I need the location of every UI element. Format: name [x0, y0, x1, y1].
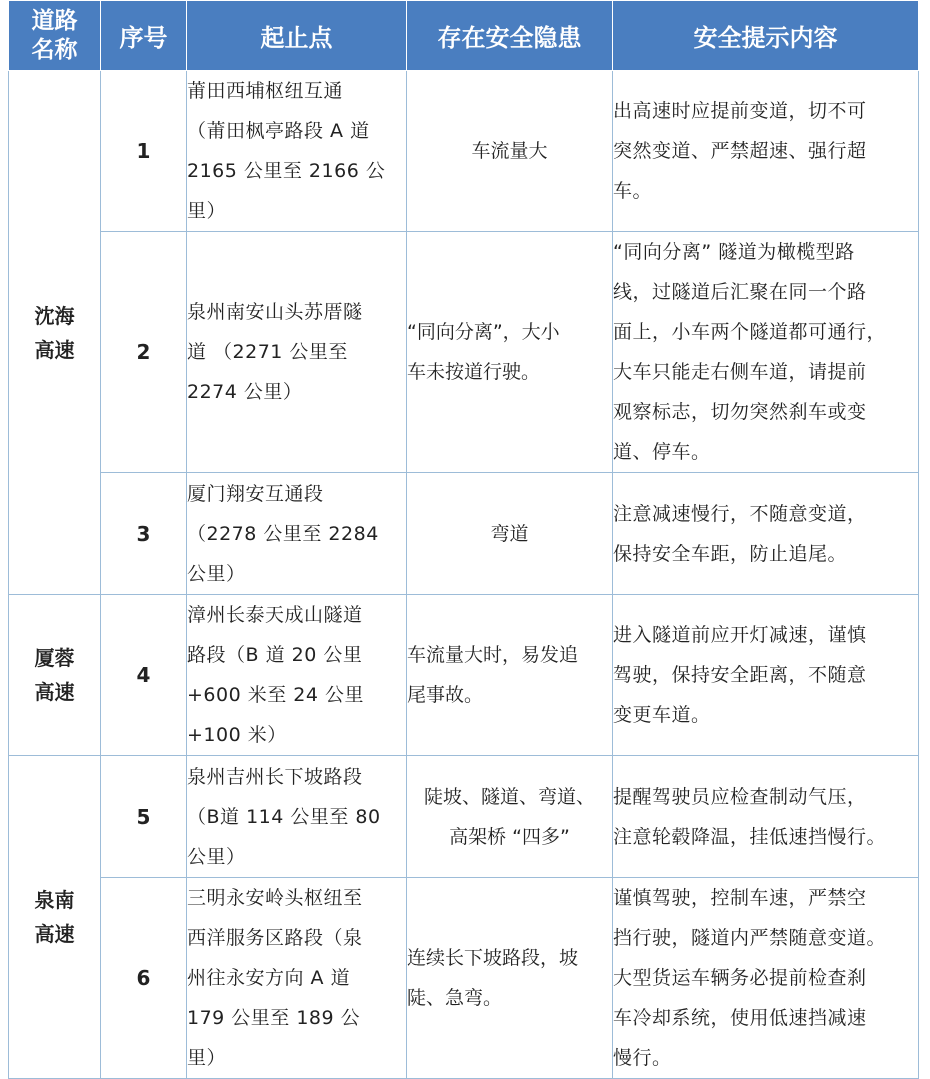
- road-name-cell: [9, 756, 101, 1079]
- tip-line: 挡行驶，隧道内严禁随意变道。: [613, 927, 887, 949]
- route-line: 公里）: [187, 562, 246, 585]
- tip-line: 注意减速慢行，不随意变道，: [613, 502, 867, 525]
- route-line: 道 （2271 公里至: [187, 341, 348, 363]
- road-name-cell: [9, 71, 101, 595]
- hazard-line: 尾事故。: [407, 684, 484, 706]
- route-line: 三明永安岭头枢纽至: [187, 887, 363, 909]
- tip-line: “同向分离” 隧道为橄榄型路: [613, 241, 855, 263]
- header-route: 起止点: [187, 1, 407, 71]
- safety-table: [8, 0, 919, 1079]
- tip-line: 面上，小车两个隧道都可通行，: [613, 321, 887, 343]
- route-line: （2278 公里至 2284: [187, 522, 379, 545]
- table-row: [9, 756, 919, 878]
- hazard-line: 弯道: [490, 522, 529, 545]
- tip-cell: [613, 473, 919, 595]
- row-number: 4: [101, 595, 187, 756]
- table-row: [9, 595, 919, 756]
- route-line: 路段（B 道 20 公里: [187, 644, 363, 666]
- hazard-line: 陡坡、隧道、弯道、: [423, 785, 595, 808]
- route-line: 泉州吉州长下坡路段: [187, 765, 363, 788]
- table-row: [9, 473, 919, 595]
- header-road-name: [9, 1, 101, 71]
- table-row: [9, 232, 919, 473]
- tip-line: 注意轮毂降温，挂低速挡慢行。: [613, 825, 887, 848]
- header-road-line2: 名称: [31, 36, 78, 63]
- road-name-line: 高速: [34, 680, 75, 704]
- header-tip: 安全提示内容: [613, 1, 919, 71]
- tip-line: 大车只能走右侧车道，请提前: [613, 361, 867, 383]
- route-line: +600 米至 24 公里: [187, 684, 364, 706]
- tip-line: 进入隧道前应开灯减速，谨慎: [613, 624, 867, 646]
- hazard-cell: [407, 71, 613, 232]
- tip-line: 观察标志，切勿突然刹车或变: [613, 401, 867, 423]
- row-number: 1: [101, 71, 187, 232]
- route-line: 里）: [187, 1047, 227, 1069]
- hazard-line: 车未按道行驶。: [407, 361, 541, 383]
- route-line: 厦门翔安互通段: [187, 482, 324, 505]
- hazard-line: “同向分离”，大小: [407, 321, 560, 343]
- hazard-cell: [407, 878, 613, 1079]
- route-cell: [187, 595, 407, 756]
- route-line: 莆田西埔枢纽互通: [187, 80, 344, 102]
- route-line: 2274 公里）: [187, 381, 303, 403]
- header-seq: 序号: [101, 1, 187, 71]
- tip-cell: [613, 71, 919, 232]
- table-row: [9, 878, 919, 1079]
- route-cell: [187, 473, 407, 595]
- route-cell: [187, 232, 407, 473]
- tip-line: 保持安全车距，防止追尾。: [613, 542, 848, 565]
- tip-line: 突然变道、严禁超速、强行超: [613, 140, 867, 162]
- route-line: 州往永安方向 A 道: [187, 967, 351, 989]
- tip-line: 谨慎驾驶，控制车速，严禁空: [613, 887, 867, 909]
- hazard-line: 车流量大: [471, 140, 548, 162]
- header-road-line1: 道路: [31, 7, 78, 34]
- tip-line: 车。: [613, 180, 653, 202]
- tip-cell: [613, 232, 919, 473]
- route-line: 2165 公里至 2166 公: [187, 160, 386, 182]
- tip-line: 变更车道。: [613, 704, 711, 726]
- road-name-line: 高速: [34, 337, 75, 362]
- road-name-line: 高速: [34, 922, 75, 946]
- row-number: 5: [101, 756, 187, 878]
- tip-cell: [613, 756, 919, 878]
- route-cell: [187, 71, 407, 232]
- route-line: 西洋服务区路段（泉: [187, 927, 363, 949]
- header-hazard: 存在安全隐患: [407, 1, 613, 71]
- hazard-cell: [407, 595, 613, 756]
- hazard-line: 车流量大时，易发追: [407, 644, 579, 666]
- row-number: 6: [101, 878, 187, 1079]
- tip-cell: [613, 878, 919, 1079]
- road-name-cell: [9, 595, 101, 756]
- header-row: [9, 1, 919, 71]
- table-row: [9, 71, 919, 232]
- hazard-cell: [407, 473, 613, 595]
- route-line: +100 米）: [187, 724, 287, 746]
- hazard-line: 连续长下坡路段，坡: [407, 947, 579, 969]
- tip-line: 提醒驾驶员应检查制动气压，: [613, 785, 867, 808]
- tip-line: 驾驶，保持安全距离，不随意: [613, 664, 867, 686]
- tip-line: 车冷却系统，使用低速挡减速: [613, 1007, 867, 1029]
- route-line: 里）: [187, 200, 227, 222]
- hazard-cell: [407, 756, 613, 878]
- route-line: 公里）: [187, 845, 246, 868]
- route-cell: [187, 878, 407, 1079]
- route-line: 漳州长泰天成山隧道: [187, 604, 363, 626]
- road-name-line: 厦蓉: [34, 646, 75, 670]
- hazard-line: 陡、急弯。: [407, 987, 503, 1009]
- route-line: （B道 114 公里至 80: [187, 805, 381, 828]
- route-cell: [187, 756, 407, 878]
- tip-line: 线，过隧道后汇聚在同一个路: [613, 281, 867, 303]
- hazard-line: 高架桥 “四多”: [449, 825, 570, 848]
- tip-line: 出高速时应提前变道，切不可: [613, 100, 867, 122]
- road-name-line: 沈海: [34, 303, 75, 328]
- tip-cell: [613, 595, 919, 756]
- route-line: （莆田枫亭路段 A 道: [187, 120, 370, 142]
- row-number: 3: [101, 473, 187, 595]
- tip-line: 慢行。: [613, 1047, 672, 1069]
- row-number: 2: [101, 232, 187, 473]
- route-line: 泉州南安山头苏厝隧: [187, 301, 363, 323]
- route-line: 179 公里至 189 公: [187, 1007, 361, 1029]
- tip-line: 大型货运车辆务必提前检查刹: [613, 967, 867, 989]
- tip-line: 道、停车。: [613, 441, 711, 463]
- road-name-line: 泉南: [34, 888, 75, 912]
- hazard-cell: [407, 232, 613, 473]
